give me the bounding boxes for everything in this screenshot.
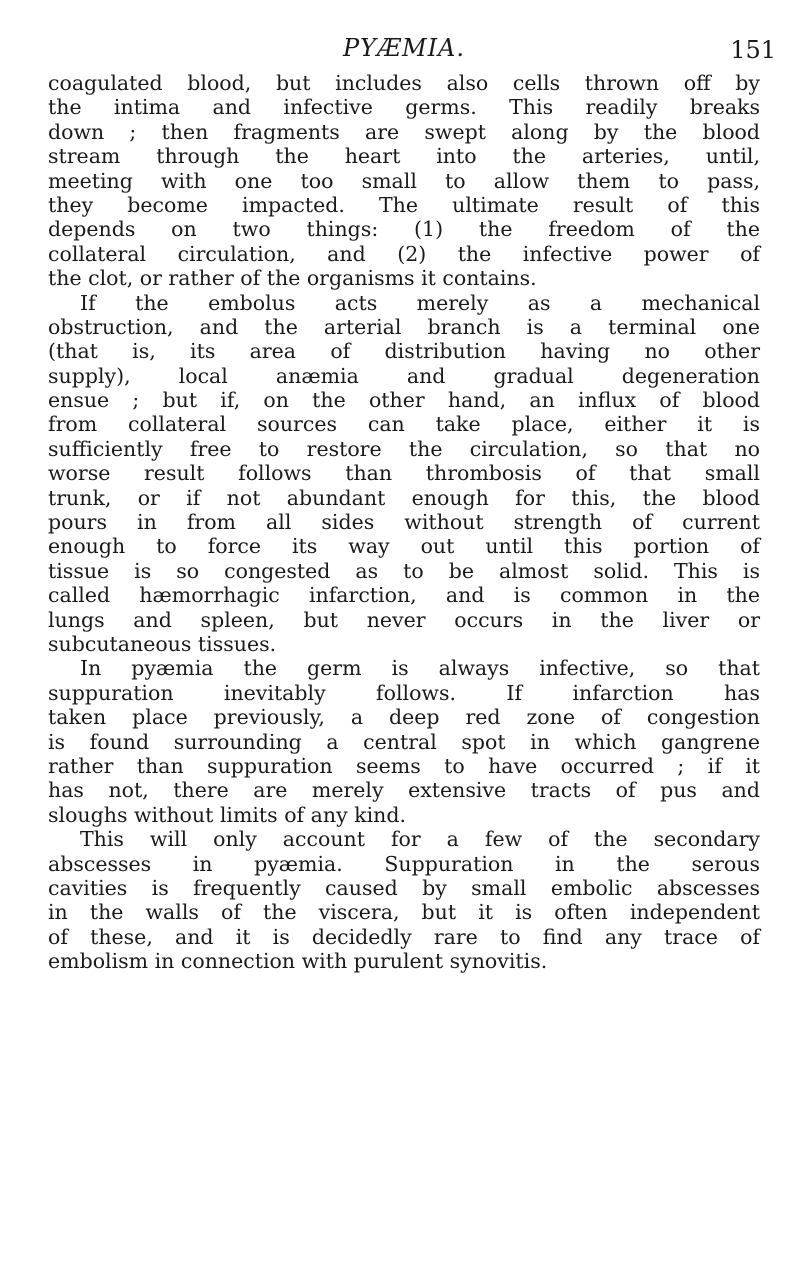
text-line: the clot, or rather of the organisms it contains. — [48, 266, 537, 291]
text-line: coagulated blood, but includes also cells thrown off by — [48, 71, 760, 95]
text-line: (that is, its area of distribution having no other — [48, 339, 760, 364]
text-line: depends on two things: (1) the freedom of the — [48, 217, 760, 242]
text-line: subcutaneous tissues. — [48, 631, 277, 656]
text-line: In pyæmia the germ is always infective, so that — [80, 656, 760, 681]
text-line: from collateral sources can take place, either it is — [48, 412, 760, 437]
body-text — [48, 71, 760, 973]
text-line: enough to force its way out until this portion of — [48, 534, 760, 559]
text-line: lungs and spleen, but never occurs in the liver or — [48, 607, 760, 632]
text-line: worse result follows than thrombosis of that small — [48, 461, 760, 486]
text-line: stream through the heart into the arteries, until, — [48, 144, 760, 169]
text-line: taken place previously, a deep red zone of congestion — [48, 705, 760, 730]
text-line: cavities is frequently caused by small embolic abscesses — [48, 875, 760, 900]
text-line: has not, there are merely extensive tracts of pus and — [48, 778, 760, 803]
text-line: tissue is so congested as to be almost solid. This is — [48, 558, 760, 583]
text-line: rather than suppuration seems to have occurred ; if it — [48, 753, 760, 778]
text-line: obstruction, and the arterial branch is a terminal one — [48, 314, 760, 339]
text-line: sufficiently free to restore the circulation, so that no — [48, 436, 760, 461]
text-line: pours in from all sides without strength of current — [48, 510, 760, 535]
text-line: down ; then fragments are swept along by the blood — [48, 119, 760, 144]
text-line: supply), local anæmia and gradual degeneration — [48, 363, 760, 388]
running-head: PYÆMIA. — [342, 34, 466, 62]
text-line: is found surrounding a central spot in which gangrene — [48, 729, 760, 754]
text-line: embolism in connection with purulent synovitis. — [48, 949, 548, 974]
text-line: abscesses in pyæmia. Suppuration in the serous — [48, 851, 760, 876]
text-line: suppuration inevitably follows. If infarction has — [48, 680, 760, 705]
text-line: ensue ; but if, on the other hand, an influx of blood — [48, 388, 760, 413]
text-line: they become impacted. The ultimate result of this — [48, 192, 760, 217]
text-line: collateral circulation, and (2) the infective power of — [48, 241, 760, 266]
page-header — [48, 30, 776, 70]
text-line: trunk, or if not abundant enough for this, the blood — [48, 485, 760, 510]
text-line: called hæmorrhagic infarction, and is common in the — [48, 583, 760, 608]
text-line: of these, and it is decidedly rare to find any trace of — [48, 924, 760, 949]
text-line: the intima and infective germs. This readily breaks — [48, 95, 760, 120]
text-line: This will only account for a few of the secondary — [80, 827, 760, 852]
text-line: If the embolus acts merely as a mechanical — [80, 290, 760, 315]
text-line: in the walls of the viscera, but it is often independent — [48, 900, 760, 925]
text-line: meeting with one too small to allow them to pass, — [48, 168, 760, 193]
text-line: sloughs without limits of any kind. — [48, 802, 406, 827]
page-number: 151 — [730, 36, 776, 64]
